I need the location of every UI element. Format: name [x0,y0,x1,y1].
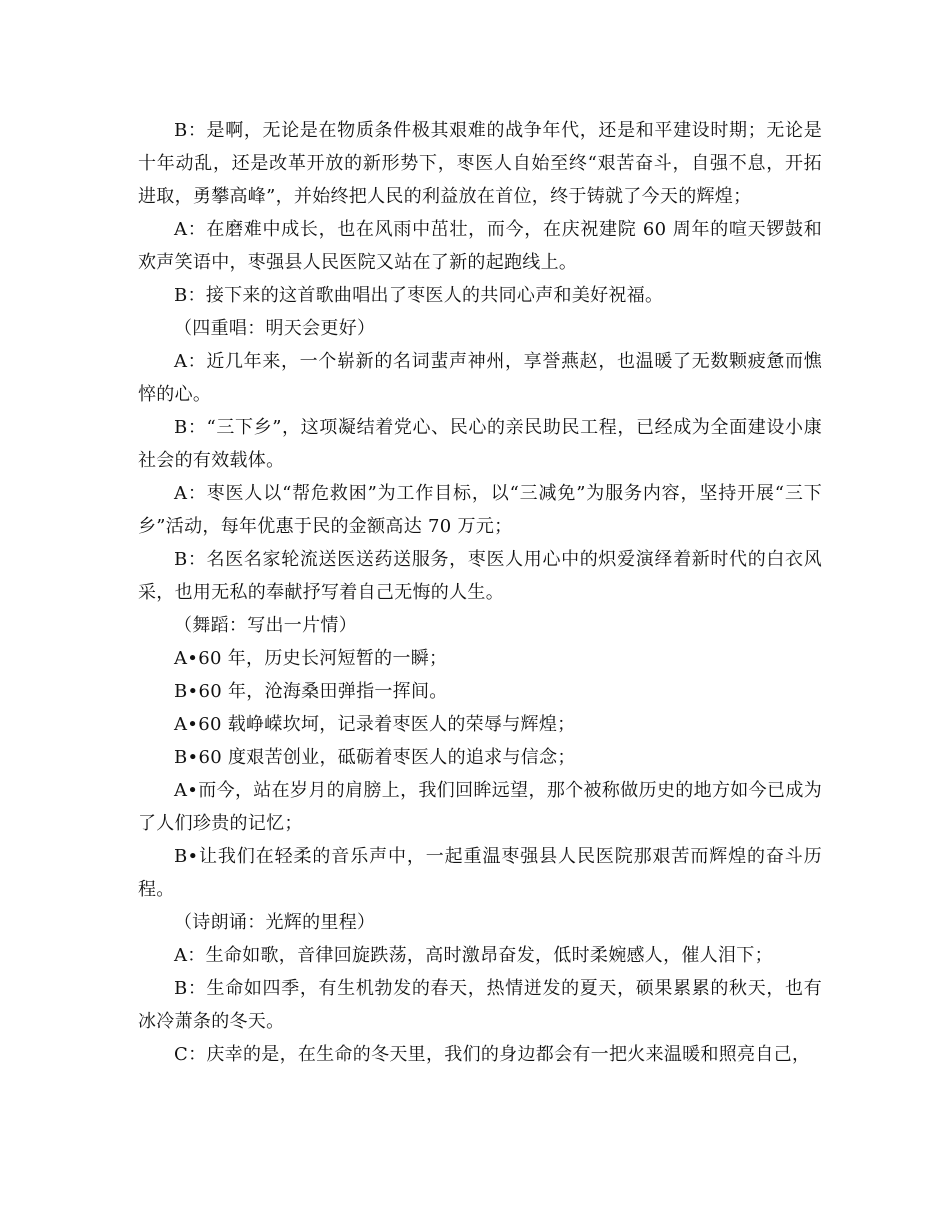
paragraph-9: （舞蹈：写出一片情） [174,615,357,636]
paragraph-5: A：近几年来，一个崭新的名词蜚声神州，享誉燕赵，也温暖了无数颗疲惫而憔悴的心。 [138,351,822,405]
document-body [138,114,822,1071]
paragraph-19: C：庆幸的是，在生命的冬天里，我们的身边都会有一把火来温暖和照亮自己， [174,1044,811,1065]
paragraph-2: A：在磨难中成长，也在风雨中茁壮，而今，在庆祝建院 60 周年的喧天锣鼓和欢声笑语中，枣强县人民医院又站在了新的起跑线上。 [138,219,822,273]
paragraph-11: B•60 年，沧海桑田弹指一挥间。 [174,681,448,702]
paragraph-17: A：生命如歌，音律回旋跌荡，高时激昂奋发，低时柔婉感人，催人泪下； [174,945,773,966]
paragraph-14: A•而今，站在岁月的肩膀上，我们回眸远望，那个被称做历史的地方如今已成为了人们珍贵的记忆； [138,780,822,834]
paragraph-12: A•60 载峥嵘坎坷，记录着枣医人的荣辱与辉煌； [174,714,576,735]
paragraph-13: B•60 度艰苦创业，砥砺着枣医人的追求与信念； [174,747,576,768]
paragraph-16: （诗朗诵：光辉的里程） [174,912,376,933]
paragraph-10: A•60 年，历史长河短暂的一瞬； [174,648,448,669]
paragraph-6: B：“三下乡”，这项凝结着党心、民心的亲民助民工程，已经成为全面建设小康社会的有效载体。 [138,417,822,471]
paragraph-1: B：是啊，无论是在物质条件极其艰难的战争年代，还是和平建设时期；无论是十年动乱，还是改革开放的新形势下，枣医人自始至终“艰苦奋斗，自强不息，开拓进取，勇攀高峰”，并始终把人民的利益放在首位，终于铸就了今天的辉煌； [138,120,822,207]
paragraph-3: B：接下来的这首歌曲唱出了枣医人的共同心声和美好祝福。 [174,285,664,306]
paragraph-18: B：生命如四季，有生机勃发的春天，热情迸发的夏天，硕果累累的秋天，也有冰冷萧条的冬天。 [138,978,822,1032]
paragraph-4: （四重唱：明天会更好） [174,318,376,339]
paragraph-15: B•让我们在轻柔的音乐声中，一起重温枣强县人民医院那艰苦而辉煌的奋斗历程。 [138,846,822,900]
paragraph-7: A：枣医人以“帮危救困”为工作目标，以“三减免”为服务内容，坚持开展“三下乡”活动，每年优惠于民的金额高达 70 万元； [138,483,822,537]
paragraph-8: B：名医名家轮流送医送药送服务，枣医人用心中的炽爱演绎着新时代的白衣风采，也用无私的奉献抒写着自己无悔的人生。 [138,549,822,603]
